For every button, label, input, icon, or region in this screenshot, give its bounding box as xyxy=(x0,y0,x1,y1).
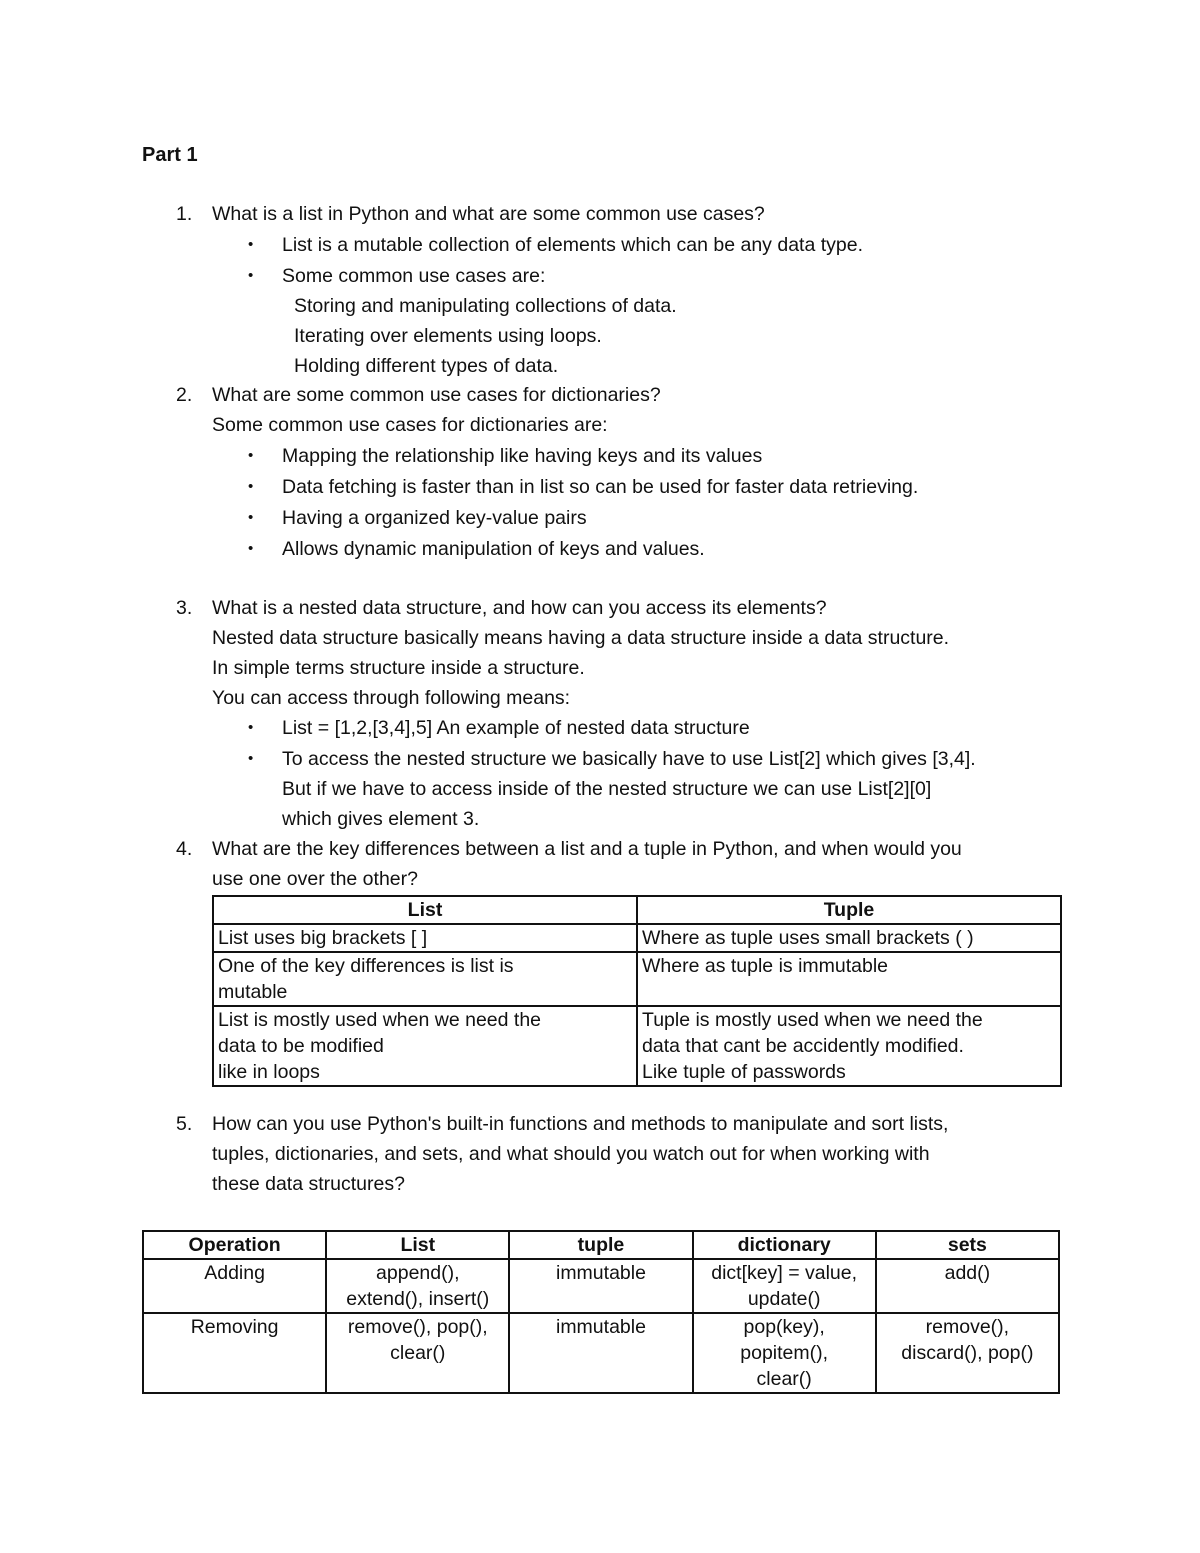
table-cell: immutable xyxy=(509,1259,692,1313)
table-header: sets xyxy=(876,1231,1059,1259)
bullet-marker: • xyxy=(248,447,254,464)
q3-line: In simple terms structure inside a structure. xyxy=(212,657,585,679)
q3-question: What is a nested data structure, and how can you access its elements? xyxy=(212,597,827,619)
bullet-marker: • xyxy=(248,236,254,253)
page-heading: Part 1 xyxy=(142,144,198,166)
q2-bullet: Data fetching is faster than in list so can be used for faster data retrieving. xyxy=(282,476,919,498)
q2-bullet: Mapping the relationship like having keys and its values xyxy=(282,445,763,467)
q2-intro: Some common use cases for dictionaries are: xyxy=(212,414,608,436)
q5-question-line: How can you use Python's built-in functions and methods to manipulate and sort lists, xyxy=(212,1113,949,1135)
table-cell: append(), extend(), insert() xyxy=(326,1259,509,1313)
list-vs-tuple-table xyxy=(212,895,1062,1087)
q1-bullet: Some common use cases are: xyxy=(282,265,546,287)
q4-question-line: What are the key differences between a list and a tuple in Python, and when would you xyxy=(212,838,962,860)
q3-bullet: List = [1,2,[3,4],5] An example of nested data structure xyxy=(282,717,750,739)
q5-number: 5. xyxy=(176,1113,193,1135)
table-cell: immutable xyxy=(509,1313,692,1393)
table-header-row xyxy=(213,896,1061,924)
q4-question-line: use one over the other? xyxy=(212,868,418,890)
table-row xyxy=(213,952,1061,1006)
table-header: List xyxy=(213,896,637,924)
table-row xyxy=(143,1259,1059,1313)
table-cell: List is mostly used when we need the data to be modified like in loops xyxy=(213,1006,637,1086)
q1-bullet: List is a mutable collection of elements which can be any data type. xyxy=(282,234,863,256)
table-cell: Tuple is mostly used when we need the data that cant be accidently modified. Like tuple of passwords xyxy=(637,1006,1061,1086)
table-row xyxy=(213,1006,1061,1086)
operations-table xyxy=(142,1230,1060,1394)
table-cell: One of the key differences is list is mutable xyxy=(213,952,637,1006)
q3-number: 3. xyxy=(176,597,193,619)
table-cell: List uses big brackets [ ] xyxy=(213,924,637,952)
table-header: tuple xyxy=(509,1231,692,1259)
table-header: Tuple xyxy=(637,896,1061,924)
q4-number: 4. xyxy=(176,838,193,860)
bullet-marker: • xyxy=(248,750,254,767)
q1-use-case: Holding different types of data. xyxy=(294,355,559,377)
q1-question: What is a list in Python and what are some common use cases? xyxy=(212,203,765,225)
q3-bullet-line: To access the nested structure we basically have to use List[2] which gives [3,4]. xyxy=(282,748,976,770)
table-cell: add() xyxy=(876,1259,1059,1313)
table-cell: Where as tuple uses small brackets ( ) xyxy=(637,924,1061,952)
bullet-marker: • xyxy=(248,540,254,557)
q1-use-case: Storing and manipulating collections of data. xyxy=(294,295,677,317)
table-cell: dict[key] = value, update() xyxy=(693,1259,876,1313)
table-cell: pop(key), popitem(), clear() xyxy=(693,1313,876,1393)
table-row xyxy=(143,1313,1059,1393)
q3-bullet-line: But if we have to access inside of the nested structure we can use List[2][0] xyxy=(282,778,932,800)
q3-line: Nested data structure basically means having a data structure inside a data structure. xyxy=(212,627,950,649)
table-cell: Where as tuple is immutable xyxy=(637,952,1061,1006)
table-header: Operation xyxy=(143,1231,326,1259)
q2-bullet: Having a organized key-value pairs xyxy=(282,507,587,529)
table-cell: Removing xyxy=(143,1313,326,1393)
q1-number: 1. xyxy=(176,203,193,225)
q1-use-case: Iterating over elements using loops. xyxy=(294,325,602,347)
q3-line: You can access through following means: xyxy=(212,687,571,709)
q3-bullet-line: which gives element 3. xyxy=(282,808,480,830)
q2-number: 2. xyxy=(176,384,193,406)
table-header: dictionary xyxy=(693,1231,876,1259)
table-cell: remove(), pop(), clear() xyxy=(326,1313,509,1393)
table-header-row xyxy=(143,1231,1059,1259)
table-cell: Adding xyxy=(143,1259,326,1313)
bullet-marker: • xyxy=(248,478,254,495)
q2-bullet: Allows dynamic manipulation of keys and values. xyxy=(282,538,705,560)
bullet-marker: • xyxy=(248,267,254,284)
table-row xyxy=(213,924,1061,952)
q2-question: What are some common use cases for dictionaries? xyxy=(212,384,661,406)
table-cell: remove(), discard(), pop() xyxy=(876,1313,1059,1393)
bullet-marker: • xyxy=(248,719,254,736)
table-header: List xyxy=(326,1231,509,1259)
bullet-marker: • xyxy=(248,509,254,526)
q5-question-line: these data structures? xyxy=(212,1173,405,1195)
q5-question-line: tuples, dictionaries, and sets, and what should you watch out for when working with xyxy=(212,1143,930,1165)
